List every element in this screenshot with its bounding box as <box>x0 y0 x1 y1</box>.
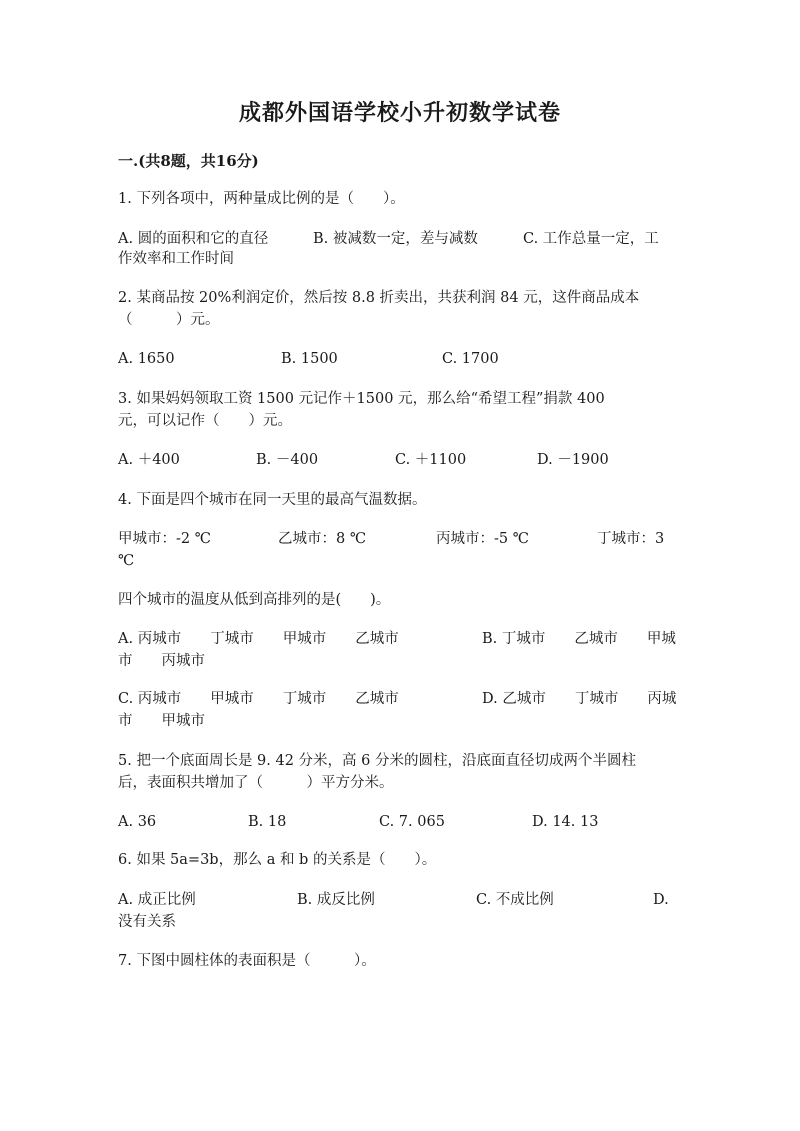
question-1-option-c-continued: 作效率和工作时间 <box>118 251 234 267</box>
question-1-stem: 1. 下列各项中，两种量成比例的是（ ）。 <box>118 191 405 207</box>
question-1-option-b: B. 被减数一定，差与减数 <box>313 231 478 247</box>
question-2-option-a: A. 1650 <box>118 351 175 367</box>
question-2-option-c: C. 1700 <box>442 351 499 367</box>
question-7-stem: 7. 下图中圆柱体的表面积是（ ）。 <box>118 953 376 969</box>
page-title: 成都外国语学校小升初数学试卷 <box>238 100 561 126</box>
question-4-option-c: C. 丙城市 甲城市 丁城市 乙城市 <box>118 691 399 707</box>
question-3-stem-line-2: 元，可以记作（ ）元。 <box>118 413 292 429</box>
question-4-city-bing: 丙城市：-5 ℃ <box>436 531 529 547</box>
question-4-city-ding-unit: ℃ <box>118 553 135 569</box>
question-6-option-c: C. 不成比例 <box>476 892 554 908</box>
question-4-city-yi: 乙城市：8 ℃ <box>278 531 367 547</box>
question-4-stem: 4. 下面是四个城市在同一天里的最高气温数据。 <box>118 492 427 508</box>
question-4-option-d-continued: 市 甲城市 <box>118 713 205 729</box>
question-5-option-c: C. 7. 065 <box>379 814 445 830</box>
question-6-option-d-continued: 没有关系 <box>118 914 176 930</box>
question-6-option-b: B. 成反比例 <box>297 892 375 908</box>
question-4-option-d: D. 乙城市 丁城市 丙城 <box>482 691 677 707</box>
question-6-option-a: A. 成正比例 <box>118 892 196 908</box>
question-6-stem: 6. 如果 5a=3b，那么 a 和 b 的关系是（ ）。 <box>118 852 437 868</box>
question-5-option-d: D. 14. 13 <box>532 814 599 830</box>
question-4-city-jia: 甲城市：-2 ℃ <box>118 531 211 547</box>
question-5-stem-line-1: 5. 把一个底面周长是 9. 42 分米，高 6 分米的圆柱，沿底面直径切成两个半圆柱 <box>118 753 636 769</box>
question-6-option-d: D. <box>653 892 669 908</box>
section-header: 一.(共8题，共16分) <box>118 152 259 170</box>
question-4-option-b: B. 丁城市 乙城市 甲城 <box>482 631 676 647</box>
question-4-option-b-continued: 市 丙城市 <box>118 653 205 669</box>
question-5-option-a: A. 36 <box>118 814 157 830</box>
question-1-option-a: A. 圆的面积和它的直径 <box>118 231 269 247</box>
question-5-option-b: B. 18 <box>248 814 287 830</box>
question-3-option-a: A. ＋400 <box>118 452 180 468</box>
question-3-option-b: B. －400 <box>256 452 319 468</box>
question-4-option-a: A. 丙城市 丁城市 甲城市 乙城市 <box>118 631 399 647</box>
question-4-question: 四个城市的温度从低到高排列的是( )。 <box>118 592 391 608</box>
question-3-stem-line-1: 3. 如果妈妈领取工资 1500 元记作＋1500 元，那么给“希望工程”捐款 400 <box>118 391 605 407</box>
question-2-stem-line-1: 2. 某商品按 20%利润定价，然后按 8.8 折卖出，共获利润 84 元，这件商品成本 <box>118 290 640 306</box>
question-2-option-b: B. 1500 <box>281 351 338 367</box>
question-1-option-c: C. 工作总量一定，工 <box>523 231 659 247</box>
question-5-stem-line-2: 后，表面积共增加了（ ）平方分米。 <box>118 775 394 791</box>
question-2-stem-line-2: （ ）元。 <box>118 312 220 328</box>
question-4-city-ding: 丁城市：3 <box>597 531 665 547</box>
question-3-option-d: D. －1900 <box>537 452 609 468</box>
question-3-option-c: C. ＋1100 <box>395 452 467 468</box>
